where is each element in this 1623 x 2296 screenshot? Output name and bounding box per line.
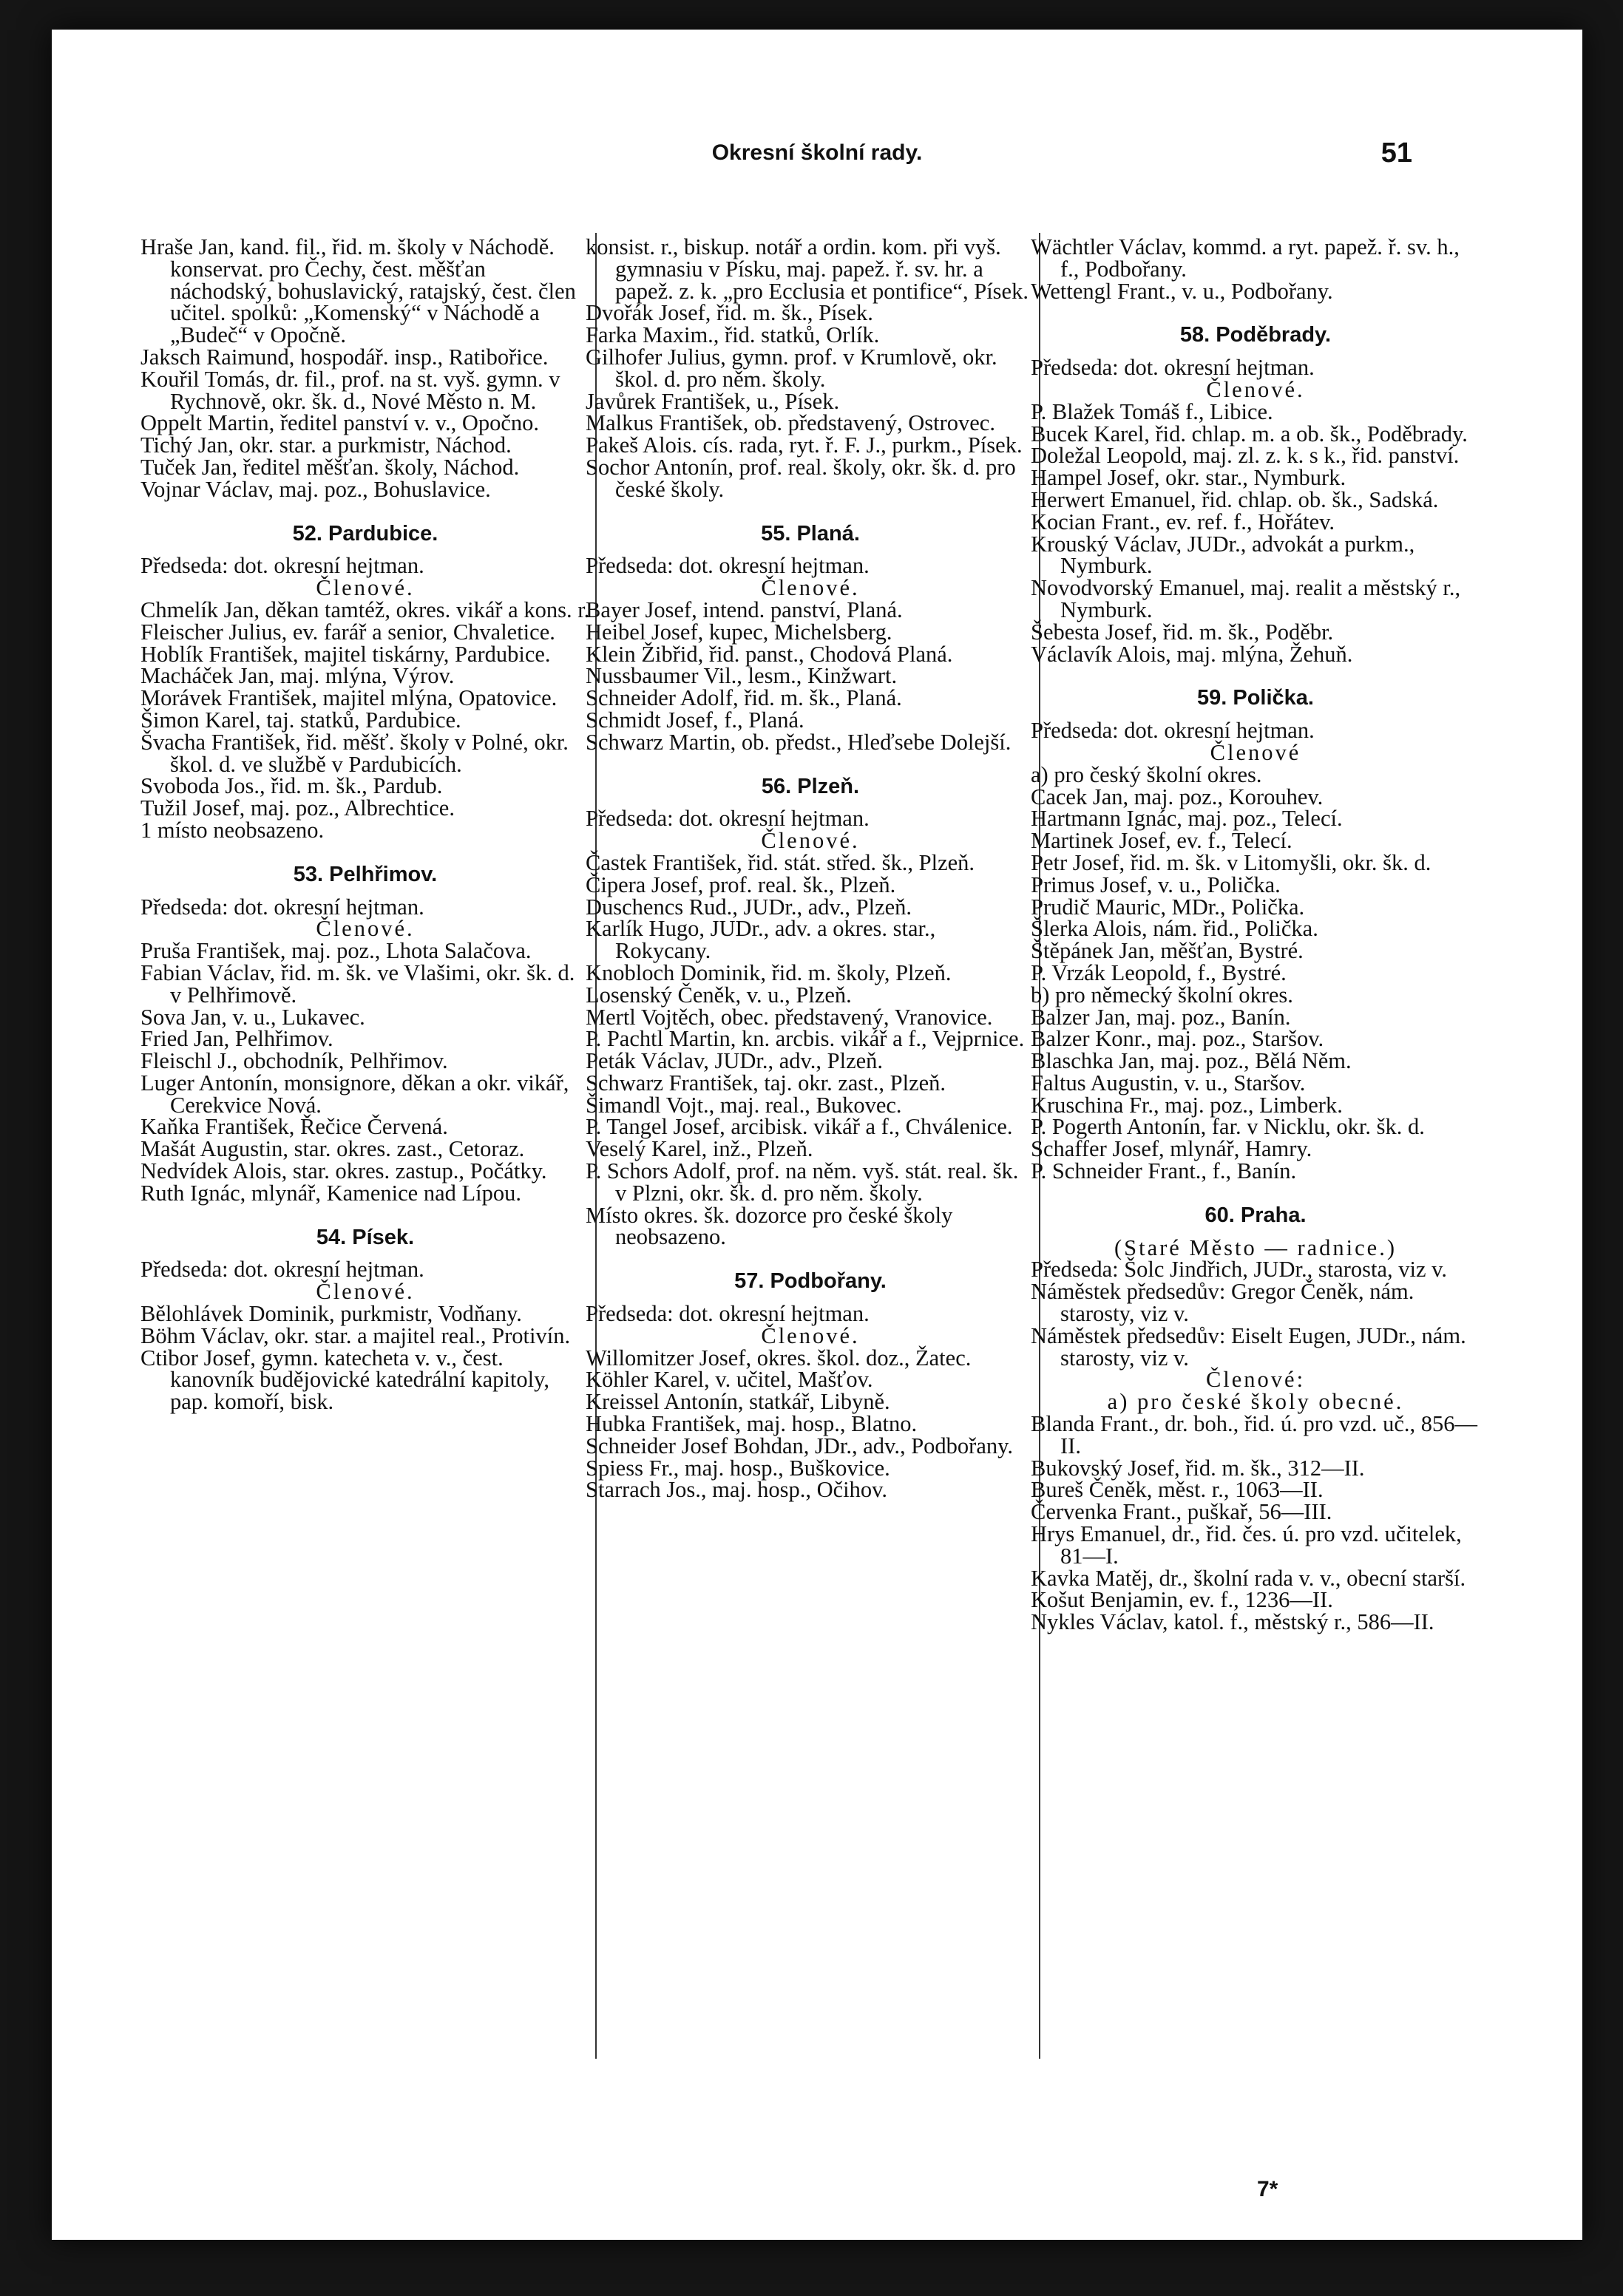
- text-column-2: [586, 234, 1035, 1503]
- district-heading: 59. Polička.: [1197, 686, 1314, 710]
- member-entry: P. Tangel Josef, arcibisk. vikář a f., Chválenice.: [586, 1114, 1013, 1140]
- members-label: Členové:: [1205, 1367, 1306, 1393]
- members-label: a) pro české školy obecné.: [1107, 1389, 1404, 1415]
- member-entry: Morávek František, majitel mlýna, Opatovice.: [140, 685, 558, 711]
- member-entry: Oppelt Martin, ředitel panství v. v., Opočno.: [140, 410, 540, 436]
- member-entry: Předseda: dot. okresní hejtman.: [140, 553, 424, 579]
- member-entry: Primus Josef, v. u., Polička.: [1031, 872, 1281, 897]
- member-entry: Herwert Emanuel, řid. chlap. ob. šk., Sadská.: [1031, 486, 1439, 512]
- member-entry: Köhler Karel, v. učitel, Mašťov.: [586, 1367, 873, 1393]
- member-entry: Pakeš Alois. cís. rada, ryt. ř. F. J., purkm., Písek.: [586, 432, 1023, 458]
- member-entry: Kruschina Fr., maj. poz., Limberk.: [1031, 1092, 1343, 1118]
- member-entry: Hraše Jan, kand. fil., řid. m. školy v Náchodě. konservat. pro Čechy, čest. měšťan náchodský, bohuslavický, ratajský, čest. člen učitel. spolků: „Komenský“ v Náchodě a „Budeč“ v Opočně.: [140, 234, 576, 348]
- member-entry: Blanda Frant., dr. boh., řid. ú. pro vzd. uč., 856—II.: [1031, 1411, 1477, 1458]
- member-entry: Hrys Emanuel, dr., řid. čes. ú. pro vzd. učitelek, 81—I.: [1031, 1521, 1462, 1569]
- member-entry: Veselý Karel, inž., Plzeň.: [586, 1136, 813, 1162]
- member-entry: Schneider Josef Bohdan, JDr., adv., Podbořany.: [586, 1433, 1013, 1458]
- member-entry: Karlík Hugo, JUDr., adv. a okres. star., Rokycany.: [586, 916, 936, 964]
- member-entry: Čipera Josef, prof. real. šk., Plzeň.: [586, 872, 896, 897]
- member-entry: Bukovský Josef, řid. m. šk., 312—II.: [1031, 1455, 1365, 1481]
- district-heading: 60. Praha.: [1204, 1203, 1307, 1227]
- member-entry: Kouřil Tomás, dr. fil., prof. na st. vyš. gymn. v Rychnově, okr. šk. d., Nové Město n. M.: [140, 366, 560, 414]
- member-entry: Macháček Jan, maj. mlýna, Výrov.: [140, 663, 455, 689]
- member-entry: Chmelík Jan, děkan tamtéž, okres. vikář a kons. r.: [140, 597, 590, 622]
- district-heading: 53. Pelhřimov.: [293, 862, 438, 886]
- member-entry: Bělohlávek Dominik, purkmistr, Vodňany.: [140, 1301, 522, 1327]
- member-entry: Mertl Vojtěch, obec. představený, Vranovice.: [586, 1004, 993, 1030]
- member-entry: Klein Žibřid, řid. panst., Chodová Planá.: [586, 641, 953, 667]
- member-entry: 1 místo neobsazeno.: [140, 817, 325, 843]
- member-entry: Schwarz František, taj. okr. zast., Plzeň.: [586, 1070, 946, 1096]
- member-entry: Javůrek František, u., Písek.: [586, 388, 840, 414]
- district-heading: 56. Plzeň.: [761, 774, 860, 798]
- member-entry: Předseda: dot. okresní hejtman.: [586, 1301, 870, 1327]
- document-page: [52, 30, 1582, 2240]
- member-entry: Novodvorský Emanuel, maj. realit a městský r., Nymburk.: [1031, 575, 1461, 622]
- member-entry: Losenský Čeněk, v. u., Plzeň.: [586, 982, 852, 1008]
- members-label: (Staré Město — radnice.): [1114, 1234, 1397, 1260]
- member-entry: Schwarz Martin, ob. předst., Hleďsebe Dolejší.: [586, 729, 1012, 755]
- member-entry: Červenka Frant., puškař, 56—III.: [1031, 1499, 1332, 1525]
- running-header: Okresní školní rady.: [711, 140, 923, 165]
- member-entry: Wächtler Václav, kommd. a ryt. papež. ř. sv. h., f., Podbořany.: [1031, 234, 1460, 282]
- member-entry: Předseda: dot. okresní hejtman.: [586, 553, 870, 579]
- member-entry: Předseda: dot. okresní hejtman.: [140, 894, 424, 920]
- member-entry: Vojnar Václav, maj. poz., Bohuslavice.: [140, 476, 491, 502]
- member-entry: Balzer Jan, maj. poz., Banín.: [1031, 1004, 1291, 1030]
- member-entry: Nedvídek Alois, star. okres. zastup., Počátky.: [140, 1158, 547, 1184]
- member-entry: P. Schneider Frant., f., Banín.: [1031, 1158, 1297, 1184]
- member-entry: Šimandl Vojt., maj. real., Bukovec.: [586, 1092, 902, 1118]
- member-entry: Jaksch Raimund, hospodář. insp., Ratibořice.: [140, 344, 549, 370]
- member-entry: Cacek Jan, maj. poz., Korouhev.: [1031, 784, 1324, 809]
- member-entry: Kreissel Antonín, statkář, Libyně.: [586, 1389, 890, 1415]
- member-entry: Dvořák Josef, řid. m. šk., Písek.: [586, 300, 873, 326]
- member-entry: Náměstek předsedův: Eiselt Eugen, JUDr., nám. starosty, viz v.: [1031, 1322, 1466, 1371]
- member-entry: Košut Benjamin, ev. f., 1236—II.: [1031, 1587, 1333, 1613]
- district-heading: 58. Poděbrady.: [1179, 323, 1332, 347]
- member-entry: a) pro český školní okres.: [1031, 761, 1262, 787]
- member-entry: konsist. r., biskup. notář a ordin. kom. při vyš. gymnasiu v Písku, maj. papež. ř. sv. hr. a papež. z. k. „pro Ecclusia et pontifice“, Písek.: [586, 234, 1029, 304]
- member-entry: Fried Jan, Pelhřimov.: [140, 1026, 333, 1052]
- members-label: Členové.: [316, 916, 415, 942]
- member-entry: P. Vrzák Leopold, f., Bystré.: [1031, 960, 1287, 985]
- members-label: Členové.: [316, 575, 415, 601]
- member-entry: Faltus Augustin, v. u., Staršov.: [1031, 1070, 1306, 1096]
- member-entry: Knobloch Dominik, řid. m. školy, Plzeň.: [586, 960, 952, 985]
- member-entry: Balzer Konr., maj. poz., Staršov.: [1031, 1026, 1324, 1052]
- member-entry: Doležal Leopold, maj. zl. z. k. s k., řid. panství.: [1031, 443, 1460, 469]
- member-entry: b) pro německý školní okres.: [1031, 982, 1293, 1008]
- member-entry: Farka Maxim., řid. statků, Orlík.: [586, 322, 880, 348]
- member-entry: Předseda: Šolc Jindřich, JUDr., starosta, viz v.: [1031, 1257, 1448, 1283]
- member-entry: Blaschka Jan, maj. poz., Bělá Něm.: [1031, 1048, 1352, 1074]
- printer-signature-mark: 7*: [1257, 2177, 1278, 2201]
- member-entry: Krouský Václav, JUDr., advokát a purkm., Nymburk.: [1031, 531, 1415, 579]
- member-entry: Schmidt Josef, f., Planá.: [586, 707, 804, 733]
- member-entry: Starrach Jos., maj. hosp., Očihov.: [586, 1477, 888, 1503]
- member-entry: Častek František, řid. stát. střed. šk., Plzeň.: [586, 849, 975, 875]
- member-entry: Bayer Josef, intend. panství, Planá.: [586, 597, 903, 622]
- member-entry: P. Pogerth Antonín, far. v Nicklu, okr. šk. d.: [1031, 1114, 1425, 1140]
- members-label: Členové.: [761, 828, 860, 854]
- member-entry: Nykles Václav, katol. f., městský r., 586—II.: [1031, 1609, 1434, 1635]
- member-entry: Tichý Jan, okr. star. a purkmistr, Náchod.: [140, 432, 512, 458]
- district-heading: 54. Písek.: [316, 1225, 415, 1249]
- member-entry: Fleischer Julius, ev. farář a senior, Chvaletice.: [140, 619, 555, 645]
- member-entry: Wettengl Frant., v. u., Podbořany.: [1031, 278, 1333, 304]
- member-entry: Peták Václav, JUDr., adv., Plzeň.: [586, 1048, 884, 1074]
- member-entry: Tužil Josef, maj. poz., Albrechtice.: [140, 795, 455, 821]
- members-label: Členové.: [1206, 376, 1305, 402]
- member-entry: Schneider Adolf, řid. m. šk., Planá.: [586, 685, 902, 711]
- member-entry: Petr Josef, řid. m. šk. v Litomyšli, okr. šk. d.: [1031, 849, 1431, 875]
- member-entry: Nussbaumer Vil., lesm., Kinžwart.: [586, 663, 898, 689]
- member-entry: Luger Antonín, monsignore, děkan a okr. vikář, Cerekvice Nová.: [140, 1070, 569, 1118]
- members-label: Členové: [1210, 739, 1301, 765]
- member-entry: Václavík Alois, maj. mlýna, Žehuň.: [1031, 641, 1353, 667]
- member-entry: Sochor Antonín, prof. real. školy, okr. šk. d. pro české školy.: [586, 454, 1016, 502]
- member-entry: Duschencs Rud., JUDr., adv., Plzeň.: [586, 894, 912, 920]
- member-entry: Mašát Augustin, star. okres. zast., Cetoraz.: [140, 1136, 525, 1162]
- member-entry: Fleischl J., obchodník, Pelhřimov.: [140, 1048, 448, 1074]
- members-label: Členové.: [761, 1322, 860, 1348]
- member-entry: Předseda: dot. okresní hejtman.: [140, 1257, 424, 1283]
- member-entry: Böhm Václav, okr. star. a majitel real., Protivín.: [140, 1322, 571, 1348]
- member-entry: Ruth Ignác, mlynář, Kamenice nad Lípou.: [140, 1180, 521, 1206]
- member-entry: Schaffer Josef, mlynář, Hamry.: [1031, 1136, 1312, 1162]
- text-column-1: [140, 234, 590, 1415]
- member-entry: Kocian Frant., ev. ref. f., Hořátev.: [1031, 509, 1335, 534]
- district-heading: 52. Pardubice.: [292, 521, 438, 546]
- member-entry: Sova Jan, v. u., Lukavec.: [140, 1004, 365, 1030]
- member-entry: Tuček Jan, ředitel měšťan. školy, Náchod.: [140, 454, 520, 480]
- member-entry: Fabian Václav, řid. m. šk. ve Vlašimi, okr. šk. d. v Pelhřimově.: [140, 960, 575, 1008]
- member-entry: Bucek Karel, řid. chlap. m. a ob. šk., Poděbrady.: [1031, 421, 1468, 446]
- member-entry: P. Schors Adolf, prof. na něm. vyš. stát. real. šk. v Plzni, okr. šk. d. pro něm. školy.: [586, 1158, 1019, 1206]
- member-entry: Místo okres. šk. dozorce pro české školy neobsazeno.: [586, 1202, 953, 1250]
- member-entry: Hartmann Ignác, maj. poz., Telecí.: [1031, 806, 1343, 832]
- member-entry: Bureš Čeněk, měst. r., 1063—II.: [1031, 1477, 1324, 1503]
- district-heading: 55. Planá.: [761, 521, 860, 546]
- member-entry: Hoblík František, majitel tiskárny, Pardubice.: [140, 641, 551, 667]
- member-entry: Předseda: dot. okresní hejtman.: [586, 806, 870, 832]
- member-entry: Prudič Mauric, MDr., Polička.: [1031, 894, 1305, 920]
- members-label: Členové.: [316, 1279, 415, 1305]
- member-entry: Pruša František, maj. poz., Lhota Salačova.: [140, 938, 532, 964]
- member-entry: Předseda: dot. okresní hejtman.: [1031, 355, 1315, 381]
- member-entry: Štěpánek Jan, měšťan, Bystré.: [1031, 938, 1304, 964]
- member-entry: Předseda: dot. okresní hejtman.: [1031, 718, 1315, 744]
- member-entry: P. Blažek Tomáš f., Libice.: [1031, 398, 1273, 424]
- member-entry: Náměstek předsedův: Gregor Čeněk, nám. starosty, viz v.: [1031, 1279, 1414, 1327]
- text-column-3: [1031, 234, 1480, 1635]
- member-entry: Kavka Matěj, dr., školní rada v. v., obecní starší.: [1031, 1565, 1466, 1591]
- member-entry: Hubka František, maj. hosp., Blatno.: [586, 1411, 918, 1437]
- members-label: Členové.: [761, 575, 860, 601]
- member-entry: Spiess Fr., maj. hosp., Buškovice.: [586, 1455, 890, 1481]
- member-entry: Ctibor Josef, gymn. katecheta v. v., čest. kanovník budějovické katedrální kapitoly, pap. komoří, bisk.: [140, 1345, 549, 1415]
- member-entry: Šebesta Josef, řid. m. šk., Poděbr.: [1031, 619, 1334, 645]
- member-entry: Šlerka Alois, nám. řid., Polička.: [1031, 916, 1318, 942]
- member-entry: Šimon Karel, taj. statků, Pardubice.: [140, 707, 461, 733]
- member-entry: Švacha František, řid. měšť. školy v Polné, okr. škol. d. ve službě v Pardubicích.: [140, 729, 569, 777]
- member-entry: P. Pachtl Martin, kn. arcbis. vikář a f., Vejprnice.: [586, 1026, 1025, 1052]
- member-entry: Martinek Josef, ev. f., Telecí.: [1031, 828, 1292, 854]
- member-entry: Kaňka František, Řečice Červená.: [140, 1114, 448, 1140]
- member-entry: Malkus František, ob. představený, Ostrovec.: [586, 410, 995, 436]
- district-heading: 57. Podbořany.: [734, 1269, 887, 1294]
- member-entry: Hampel Josef, okr. star., Nymburk.: [1031, 465, 1346, 491]
- member-entry: Willomitzer Josef, okres. škol. doz., Žatec.: [586, 1345, 972, 1371]
- member-entry: Heibel Josef, kupec, Michelsberg.: [586, 619, 892, 645]
- member-entry: Gilhofer Julius, gymn. prof. v Krumlově, okr. škol. d. pro něm. školy.: [586, 344, 997, 392]
- member-entry: Svoboda Jos., řid. m. šk., Pardub.: [140, 773, 443, 799]
- page-number: 51: [1380, 137, 1412, 169]
